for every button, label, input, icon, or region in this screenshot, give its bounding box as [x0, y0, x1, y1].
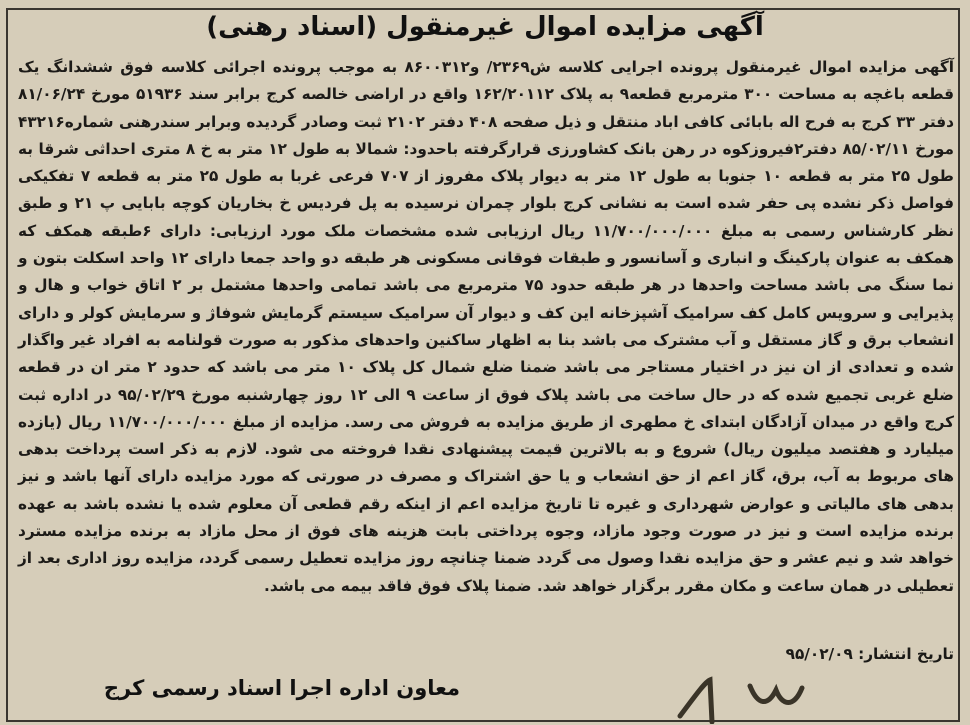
notice-title: آگهی مزایده اموال غیرمنقول (اسناد رهنی)	[206, 12, 764, 42]
publish-date: تاریخ انتشار: ۹۵/۰۲/۰۹	[785, 645, 954, 663]
notice-body	[18, 54, 954, 600]
signature-line: معاون اداره اجرا اسناد رسمی کرج	[103, 676, 460, 700]
handwritten-number-mark	[640, 676, 840, 724]
notice-body-text: آگهی مزایده اموال غیرمنقول پرونده اجرایی کلاسه ش۲۳۶۹/ و۸۶۰۰۳۱۲ به موجب پرونده اجرائی کلاسه فوق ششدانگ یک قطعه باغچه به مساحت ۳۰۰ مترمربع قطعه۹ به پلاک ۱۶۲/۲۰۱۱۲ واقع در اراضی خالصه کرج برابر سند ۵۱۹۳۶ مورخ ۸۱/۰۶/۲۴ دفتر ۳۳ کرج به فرح اله بابائی کافی اباد منتقل و ذیل صفحه ۴۰۸ دفتر ۲۱۰۲ ثبت وصادر گردیده وبرابر سندرهنی شماره۴۳۲۱۶ مورخ ۸۵/۰۲/۱۱ دفتر۲فیروزکوه در رهن بانک کشاورزی قرارگرفته باحدود: شمالا به طول ۱۲ متر به خ ۸ متری احداثی شرقا به طول ۲۵ متر به قطعه ۱۰ جنوبا به طول ۱۲ متر به دیوار پلاک مفروز از ۷۰۷ فرعی غربا به طول ۲۵ متر به قطعه ۷ تفکیکی فواصل ذکر نشده پی حفر شده است به نشانی کرج بلوار چمران نرسیده به پل فردیس خ بخاریان کوچه بابایی پ ۲۱ و طبق نظر کارشناس رسمی به مبلغ ۱۱/۷۰۰/۰۰۰/۰۰۰ ریال ارزیابی شده مشخصات ملک مورد ارزیابی: دارای ۶طبقه همکف که همکف به عنوان پارکینگ و انباری و آسانسور و طبقات فوقانی مسکونی هر طبقه دو واحد جمعا دارای ۱۲ واحد اسکلت بتون و نما سنگ می باشد مساحت واحدها در هر طبقه حدود ۷۵ مترمربع می باشد تمامی واحدها مشتمل بر ۲ اتاق خواب و هال و پذیرایی و سرویس کامل کف سرامیک آشپزخانه این کف و دیوار آن سرامیک سیستم گرمایش شوفاژ و سرمایش کولر و دارای انشعاب برق و گاز مستقل و آب مشترک می باشد بنا به اظهار ساکنین واحدهای مذکور به صورت قولنامه به افراد غیر واگذار شده و تعدادی از ان نیز در اختیار مستاجر می باشد ضمنا ضلع شمال کل پلاک ۱۰ متر می باشد که حدود ۲ متر ان در قطعه ضلع غربی تجمیع شده که در حال ساخت می باشد پلاک فوق از ساعت ۹ الی ۱۲ روز چهارشنبه مورخ ۹۵/۰۲/۲۹ در اداره ثبت کرج واقع در میدان آزادگان ابتدای خ مطهری از طریق مزایده به فروش می رسد. مزایده از مبلغ ۱۱/۷۰۰/۰۰۰/۰۰۰ ریال (یازده میلیارد و هفتصد میلیون ریال) شروع و به بالاترین قیمت پیشنهادی نقدا فروخته می شود. لازم به ذکر است پرداخت بدهی های مربوط به آب، برق، گاز اعم از حق انشعاب و یا حق اشتراک و مصرف در صورتی که مورد مزایده دارای آنها باشد و نیز بدهی های مالیاتی و عوارض شهرداری و غیره تا تاریخ مزایده اعم از اینکه رقم قطعی آن معلوم شده یا نشده باشد به عهده برنده مزایده است و نیز در صورت وجود مازاد، وجوه پرداختی بابت هزینه های فوق از محل مازاد به برنده مزایده مسترد خواهد شد و نیم عشر و حق مزایده نقدا وصول می گردد ضمنا چنانچه روز مزایده تعطیل رسمی گردد، مزایده روز اداری بعد از تعطیلی در همان ساعت و مکان مقرر برگزار خواهد شد. ضمنا پلاک فوق فاقد بیمه می باشد.	[18, 58, 955, 595]
